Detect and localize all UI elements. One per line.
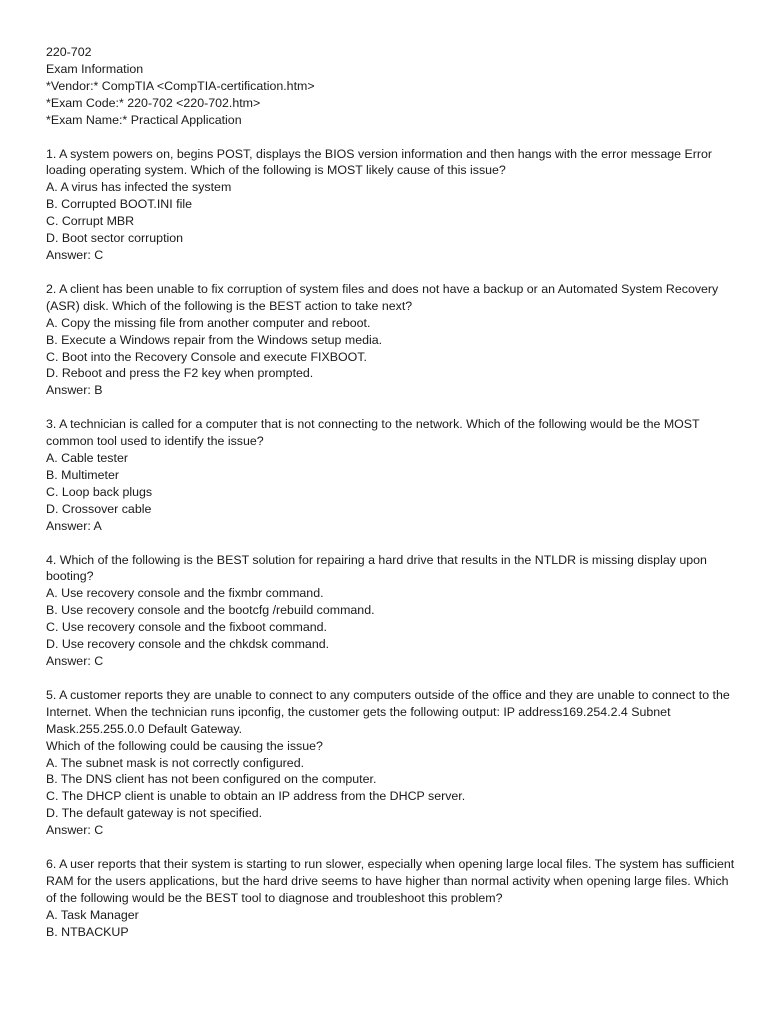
option-b: B. Execute a Windows repair from the Windows setup media. <box>46 332 383 347</box>
document-page <box>46 44 736 958</box>
exam-information-label: Exam Information <box>46 61 144 76</box>
question-6 <box>46 856 736 941</box>
question-followup: Which of the following could be causing the issue? <box>46 738 323 753</box>
option-b: B. The DNS client has not been configured on the computer. <box>46 772 377 787</box>
option-b: B. Corrupted BOOT.INI file <box>46 197 192 212</box>
option-d: D. The default gateway is not specified. <box>46 806 263 821</box>
question-5 <box>46 687 736 839</box>
exam-name-line: *Exam Name:* Practical Application <box>46 112 242 127</box>
option-a: A. Use recovery console and the fixmbr command. <box>46 586 324 601</box>
option-c: C. Corrupt MBR <box>46 214 135 229</box>
option-b: B. Multimeter <box>46 467 119 482</box>
option-c: C. Loop back plugs <box>46 484 153 499</box>
exam-header <box>46 44 736 129</box>
question-2 <box>46 281 736 399</box>
option-b: B. NTBACKUP <box>46 924 129 939</box>
question-4 <box>46 552 736 670</box>
option-c: C. The DHCP client is unable to obtain an IP address from the DHCP server. <box>46 789 466 804</box>
option-a: A. Task Manager <box>46 907 139 922</box>
option-b: B. Use recovery console and the bootcfg /rebuild command. <box>46 603 375 618</box>
option-d: D. Boot sector corruption <box>46 231 184 246</box>
option-d: D. Crossover cable <box>46 501 152 516</box>
question-text: 4. Which of the following is the BEST solution for repairing a hard drive that results in the NTLDR is missing display upon booting? <box>46 552 711 584</box>
question-text: 3. A technician is called for a computer that is not connecting to the network. Which of the following would be the MOST common tool used to identify the issue? <box>46 417 703 449</box>
question-text: 1. A system powers on, begins POST, displays the BIOS version information and then hangs with the error message Error loading operating system. Which of the following is MOST likely cause of this issue? <box>46 146 716 178</box>
option-d: D. Reboot and press the F2 key when prompted. <box>46 366 314 381</box>
question-text: 2. A client has been unable to fix corruption of system files and does not have a backup or an Automated System Recovery (ASR) disk. Which of the following is the BEST action to take next? <box>46 281 722 313</box>
option-a: A. Cable tester <box>46 451 128 466</box>
answer-line: Answer: A <box>46 518 102 533</box>
option-c: C. Use recovery console and the fixboot command. <box>46 620 327 635</box>
exam-code-title: 220-702 <box>46 45 92 59</box>
option-c: C. Boot into the Recovery Console and execute FIXBOOT. <box>46 349 367 364</box>
answer-line: Answer: C <box>46 823 104 838</box>
exam-code-line: *Exam Code:* 220-702 <220-702.htm> <box>46 95 261 110</box>
question-1 <box>46 146 736 264</box>
question-text: 5. A customer reports they are unable to connect to any computers outside of the office and they are unable to connect to the Internet. When the technician runs ipconfig, the customer gets the following output: IP address169.254.2.4 Subnet Mask.255.255.0.0 Default Gateway. <box>46 687 734 736</box>
option-a: A. A virus has infected the system <box>46 180 232 195</box>
option-a: A. The subnet mask is not correctly configured. <box>46 755 305 770</box>
option-d: D. Use recovery console and the chkdsk command. <box>46 637 330 652</box>
vendor-line: *Vendor:* CompTIA <CompTIA-certification.htm> <box>46 78 315 93</box>
question-text: 6. A user reports that their system is starting to run slower, especially when opening large local files. The system has sufficient RAM for the users applications, but the hard drive seems to have higher than normal activity when opening large files. Which of the following would be the BEST tool to diagnose and troubleshoot this problem? <box>46 857 738 905</box>
question-3 <box>46 416 736 534</box>
answer-line: Answer: C <box>46 247 104 262</box>
answer-line: Answer: B <box>46 383 103 398</box>
answer-line: Answer: C <box>46 654 104 668</box>
option-a: A. Copy the missing file from another computer and reboot. <box>46 315 371 330</box>
